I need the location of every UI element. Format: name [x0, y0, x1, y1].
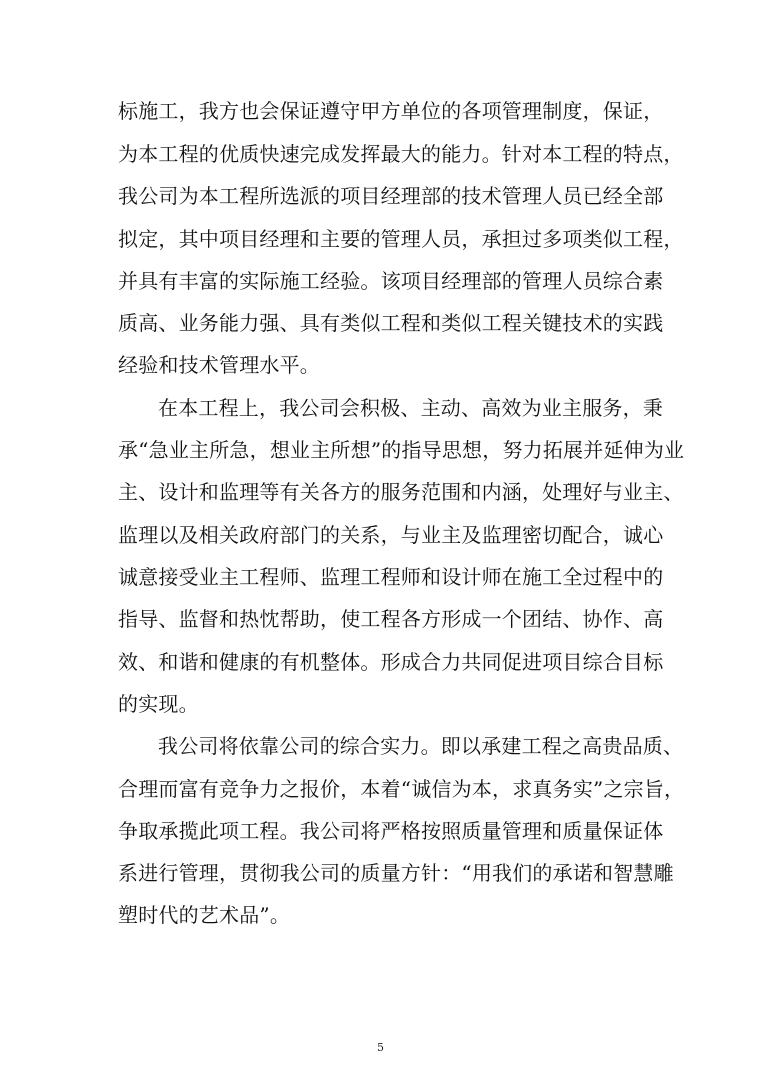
body-text-line: 在本工程上，我公司会积极、主动、高效为业主服务，秉 [158, 396, 663, 420]
body-text-line: 承“急业主所急，想业主所想”的指导思想，努力拓展并延伸为业 [118, 438, 685, 462]
body-text-line: 拟定，其中项目经理和主要的管理人员，承担过多项类似工程， [118, 227, 684, 251]
body-text-line: 标施工，我方也会保证遵守甲方单位的各项管理制度，保证， [118, 99, 664, 123]
body-text-line: 争取承揽此项工程。我公司将严格按照质量管理和质量保证体 [118, 819, 664, 843]
body-text-line: 合理而富有竞争力之报价，本着“诚信为本，求真务实”之宗旨， [118, 777, 685, 801]
body-text-line: 并具有丰富的实际施工经验。该项目经理部的管理人员综合素 [118, 269, 664, 293]
body-text-line: 指导、监督和热忱帮助，使工程各方形成一个团结、协作、高 [118, 607, 664, 631]
body-text-line: 诚意接受业主工程师、监理工程师和设计师在施工全过程中的 [118, 565, 664, 589]
page-number: 5 [377, 1041, 384, 1054]
body-text-line: 效、和谐和健康的有机整体。形成合力共同促进项目综合目标 [118, 650, 664, 674]
body-text-line: 的实现。 [118, 692, 199, 716]
body-text-line: 系进行管理，贯彻我公司的质量方针：“用我们的承诺和智慧雕 [118, 861, 674, 885]
body-text-line: 我公司为本工程所选派的项目经理部的技术管理人员已经全部 [118, 184, 664, 208]
body-text-line: 质高、业务能力强、具有类似工程和类似工程关键技术的实践 [118, 311, 664, 335]
body-text-line: 经验和技术管理水平。 [118, 353, 320, 377]
body-text-line: 主、设计和监理等有关各方的服务范围和内涵，处理好与业主、 [118, 480, 684, 504]
body-text-line: 我公司将依靠公司的综合实力。即以承建工程之高贵品质、 [158, 734, 684, 758]
body-text-line: 监理以及相关政府部门的关系，与业主及监理密切配合，诚心 [118, 523, 664, 547]
body-text-line: 为本工程的优质快速完成发挥最大的能力。针对本工程的特点， [118, 142, 684, 166]
body-text-line: 塑时代的艺术品”。 [118, 903, 291, 927]
